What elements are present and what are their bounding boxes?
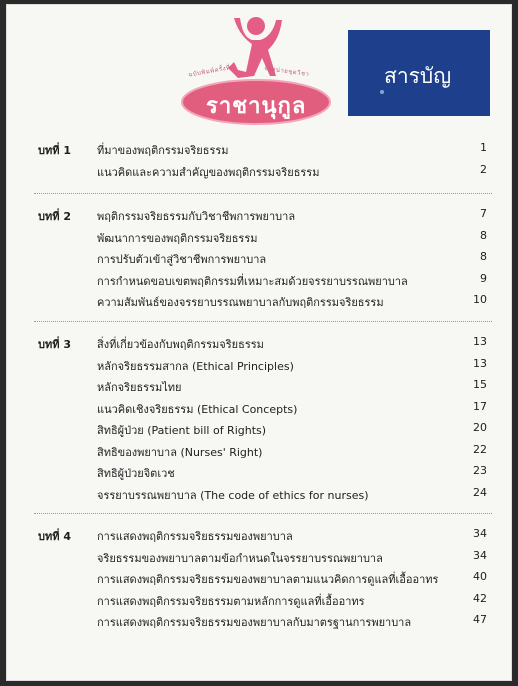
toc-entry: [6, 163, 512, 181]
toc-page-number: 9: [480, 271, 487, 285]
toc-page-number: 17: [473, 399, 487, 413]
toc-entry: [6, 570, 512, 588]
toc-entry: [6, 229, 512, 247]
toc-entry-title: สิทธิผู้ป่วยจิตเวช: [97, 467, 175, 480]
toc-page-number: 15: [473, 378, 487, 391]
toc-entry: [6, 141, 512, 159]
toc-entry: [6, 250, 512, 268]
toc-entry-title: ที่มาของพฤติกรรมจริยธรรม: [97, 144, 229, 157]
toc-page-number: 22: [473, 442, 487, 456]
toc-page-number: 10: [473, 293, 487, 306]
toc-entry: [6, 613, 512, 631]
toc-page-number: 8: [480, 228, 487, 242]
toc-entry-title: พัฒนาการของพฤติกรรมจริยธรรม: [97, 231, 258, 245]
document-page: [6, 4, 512, 681]
toc-entry-title: แนวคิดและความสำคัญของพฤติกรรมจริยธรรม: [97, 165, 320, 179]
toc-entry-title: จรรยาบรรณพยาบาล (The code of ethics for nurses): [97, 488, 369, 502]
toc-entry: [6, 486, 512, 504]
toc-entry: [6, 357, 512, 375]
toc-entry: [6, 335, 512, 353]
logo-wordmark: ราชานุกูล: [206, 94, 307, 119]
toc-entry-title: แนวคิดเชิงจริยธรรม (Ethical Concepts): [97, 402, 298, 416]
page-title: สารบัญ: [384, 64, 452, 88]
chapter-label: บทที่ 2: [38, 210, 71, 223]
toc-page-number: 20: [473, 421, 487, 434]
toc-entry-title: ความสัมพันธ์ของจรรยาบรรณพยาบาลกับพฤติกรรมจริยธรรม: [97, 296, 384, 309]
toc-entry: [6, 293, 512, 311]
contents-banner: [348, 30, 490, 116]
toc-page-number: 7: [480, 207, 487, 220]
toc-entry-title: การปรับตัวเข้าสู่วิชาชีพการพยาบาล: [97, 253, 267, 266]
toc-entry-title: การแสดงพฤติกรรมจริยธรรมตามหลักการดูแลที่เอื้ออาทร: [97, 594, 365, 608]
toc-entry: [6, 527, 512, 545]
toc-entry-title: สิทธิผู้ป่วย (Patient bill of Rights): [97, 424, 267, 437]
toc-page-number: 40: [473, 570, 487, 583]
section-divider: [34, 193, 492, 194]
toc-entry-title: การกำหนดขอบเขตพฤติกรรมที่เหมาะสมด้วยจรรยาบรรณพยาบาล: [97, 274, 408, 288]
publisher-logo: [176, 10, 336, 128]
toc-page-number: 13: [473, 335, 487, 348]
logo-arc-text-right: จำหน่ายชุดวิชา: [263, 64, 310, 79]
chapter-label: บทที่ 4: [38, 530, 71, 543]
toc-entry: [6, 464, 512, 482]
logo-arc-text-left: ฉบับพิมพ์ครั้งที่: [187, 64, 232, 79]
toc-entry: [6, 207, 512, 225]
section-divider: [34, 321, 492, 322]
toc-entry-title: สิ่งที่เกี่ยวข้องกับพฤติกรรมจริยธรรม: [97, 338, 264, 351]
chapter-label: บทที่ 3: [38, 338, 71, 351]
section-divider: [34, 513, 492, 514]
toc-entry: [6, 378, 512, 396]
toc-entry: [6, 272, 512, 290]
toc-page-number: 42: [473, 591, 487, 605]
toc-page-number: 34: [473, 548, 487, 562]
toc-entry-title: หลักจริยธรรมสากล (Ethical Principles): [97, 359, 294, 373]
toc-page-number: 34: [473, 527, 487, 540]
banner-dot: [380, 90, 384, 94]
chapter-label: บทที่ 1: [38, 144, 71, 157]
toc-entry: [6, 592, 512, 610]
toc-page-number: 23: [473, 464, 487, 477]
toc-entry: [6, 443, 512, 461]
toc-page-number: 13: [473, 356, 487, 370]
toc-entry-title: การแสดงพฤติกรรมจริยธรรมของพยาบาลกับมาตรฐานการพยาบาล: [97, 616, 412, 629]
toc-entry-title: พฤติกรรมจริยธรรมกับวิชาชีพการพยาบาล: [97, 210, 296, 223]
toc-entry-title: การแสดงพฤติกรรมจริยธรรมของพยาบาล: [97, 530, 293, 543]
toc-entry-title: หลักจริยธรรมไทย: [97, 381, 182, 394]
toc-entry: [6, 400, 512, 418]
toc-entry-title: จริยธรรมของพยาบาลตามข้อกำหนดในจรรยาบรรณพยาบาล: [97, 551, 383, 565]
toc-page-number: 1: [480, 141, 487, 154]
toc-page-number: 2: [480, 162, 487, 176]
toc-entry-title: สิทธิของพยาบาล (Nurses' Right): [97, 445, 263, 459]
toc-entry: [6, 421, 512, 439]
toc-entry: [6, 549, 512, 567]
toc-page-number: 8: [480, 250, 487, 263]
toc-entry-title: การแสดงพฤติกรรมจริยธรรมของพยาบาลตามแนวคิดการดูแลที่เอื้ออาทร: [97, 573, 439, 586]
toc-page-number: 24: [473, 485, 487, 499]
toc-page-number: 47: [473, 613, 487, 626]
